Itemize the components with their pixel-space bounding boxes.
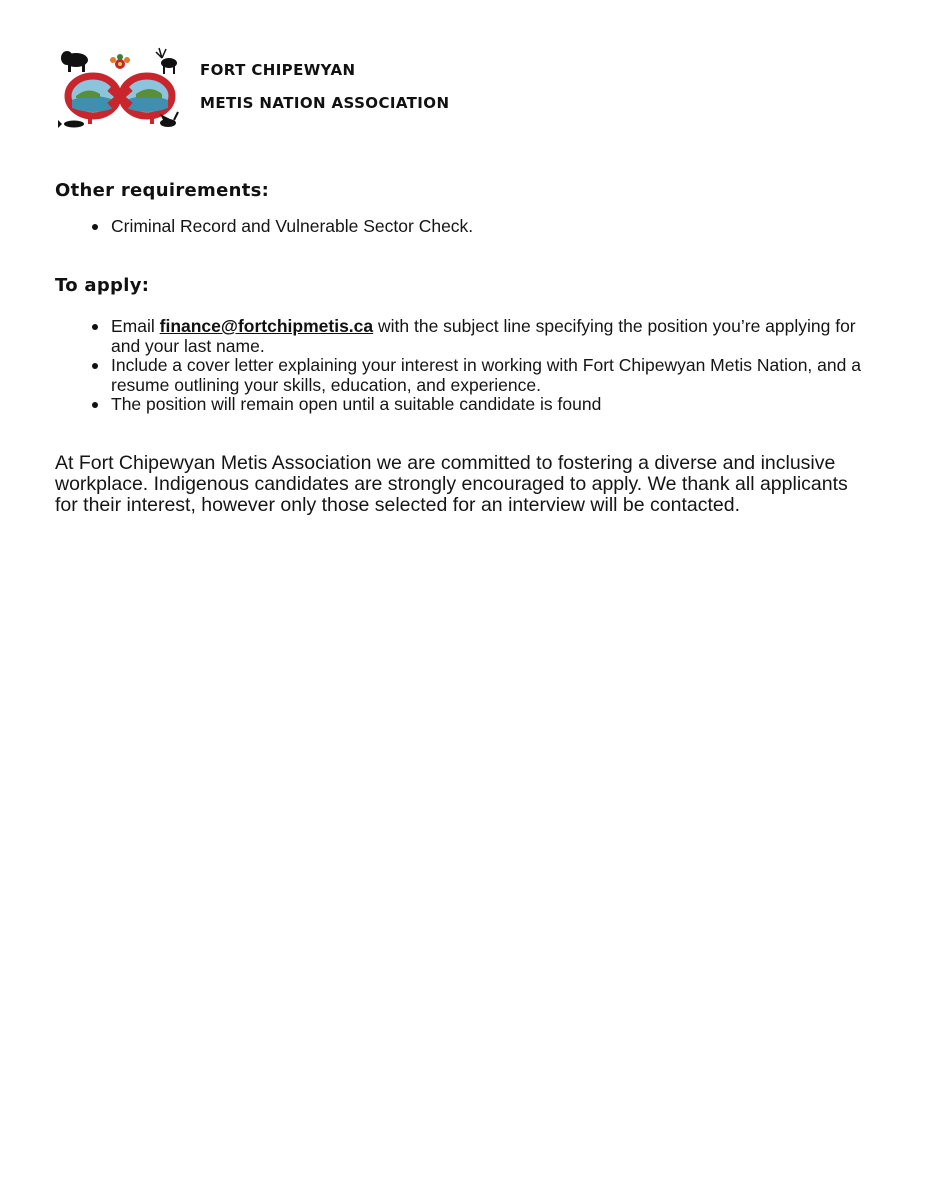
list-item: Criminal Record and Vulnerable Sector Check.	[92, 217, 872, 237]
closing-statement: At Fort Chipewyan Metis Association we are committed to fostering a diverse and inclusive workplace. Indigenous candidates are strongly encouraged to apply. We thank all applicants for their interest, however only those selected for an interview will be contacted.	[55, 452, 848, 516]
metis-infinity-logo	[58, 44, 182, 132]
list-item	[92, 317, 872, 356]
list-item: The position will remain open until a suitable candidate is found	[92, 395, 872, 415]
list-item: Include a cover letter explaining your interest in working with Fort Chipewyan Metis Nation, and a resume outlining your skills, education, and experience.	[92, 356, 872, 395]
fish-icon	[58, 120, 84, 128]
other-requirements-list	[92, 217, 872, 237]
caribou-icon	[156, 48, 177, 74]
flower-beadwork-icon	[110, 54, 130, 69]
other-requirements-heading: Other requirements:	[55, 180, 270, 201]
email-prefix-text: Email	[111, 316, 160, 336]
to-apply-heading: To apply:	[55, 275, 150, 296]
to-apply-list	[92, 317, 872, 415]
bison-icon	[61, 51, 88, 72]
organization-name	[200, 54, 449, 120]
email-suffix-text: with the subject line specifying the position you’re applying for and your last name.	[111, 316, 856, 356]
email-link[interactable]: finance@fortchipmetis.ca	[159, 316, 374, 336]
org-name-line-2: METIS NATION ASSOCIATION	[200, 94, 450, 112]
org-name-line-1: FORT CHIPEWYAN	[200, 61, 356, 79]
infinity-symbol	[68, 76, 172, 124]
